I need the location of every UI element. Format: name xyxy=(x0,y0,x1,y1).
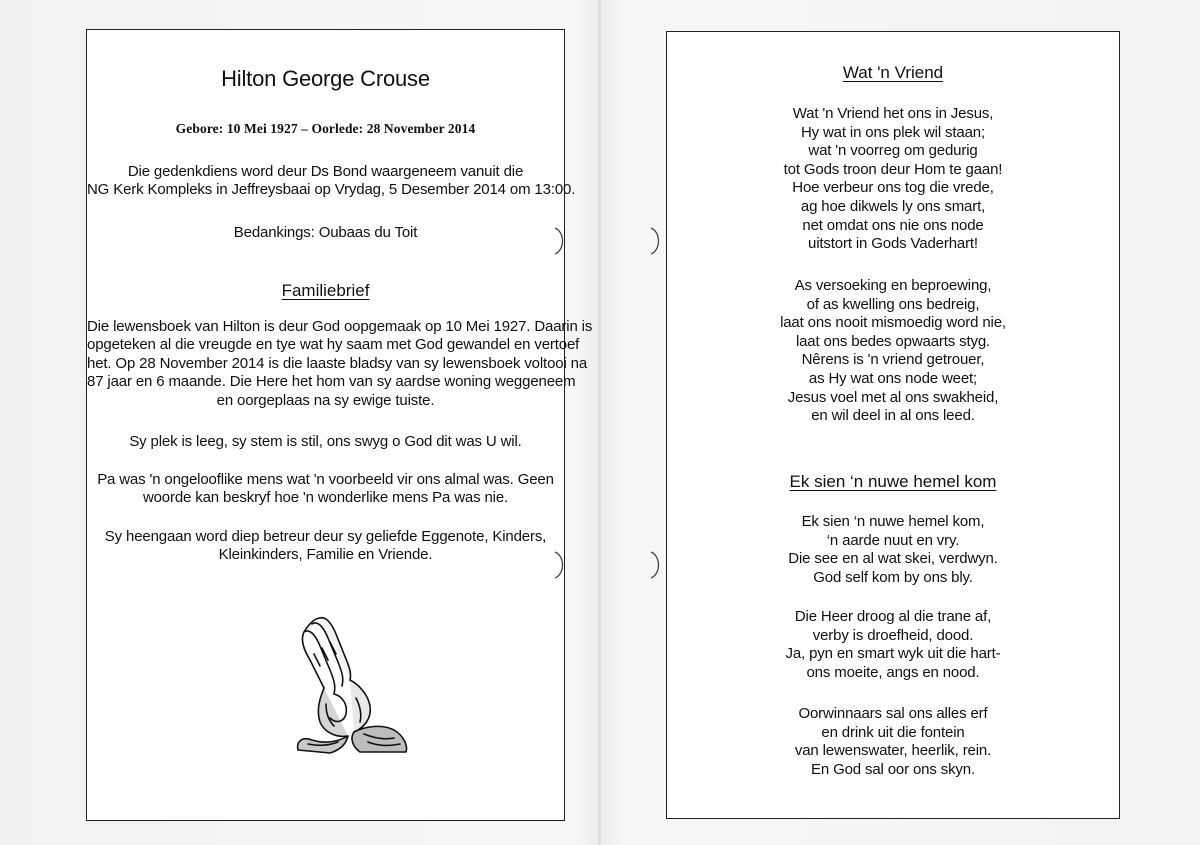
poem-verse xyxy=(667,705,1119,779)
verse-line: Die see en al wat skei, verdwyn. xyxy=(788,550,998,568)
verse-line: verby is droefheid, dood. xyxy=(812,626,974,644)
acknowledgements: Bedankings: Oubaas du Toit xyxy=(233,224,418,241)
verse-line: God self kom by ons bly. xyxy=(813,568,973,586)
service-details xyxy=(87,163,576,200)
paragraph-line: en oorgeplaas na sy ewige tuiste. xyxy=(216,391,435,409)
poem-verse xyxy=(667,105,1119,254)
right-page xyxy=(666,31,1120,819)
verse-line: uitstort in Gods Vaderhart! xyxy=(808,235,978,253)
paragraph-line: 87 jaar en 6 maande. Die Here het hom van sy aardse woning weggeneem xyxy=(87,373,576,391)
verse-line: of as kwelling ons bedreig, xyxy=(806,295,980,313)
verse-line: en drink uit die fontein xyxy=(821,723,965,741)
birth-death-dates: Gebore: 10 Mei 1927 – Oorlede: 28 November 2014 xyxy=(175,121,476,136)
paragraph-line: woorde kan beskryf hoe 'n wonderlike mens Pa was nie. xyxy=(142,489,509,507)
verse-line: Ek sien ‘n nuwe hemel kom, xyxy=(801,513,985,530)
poem-title: Ek sien ‘n nuwe hemel kom xyxy=(789,472,997,491)
verse-line: ‘n aarde nuut en vry. xyxy=(826,531,960,549)
deceased-name: Hilton George Crouse xyxy=(221,66,430,91)
binding-notch xyxy=(648,550,666,580)
praying-hands-icon xyxy=(290,614,412,754)
verse-line: Hoe verbeur ons tog die vrede, xyxy=(792,179,994,197)
poem-title: Wat 'n Vriend xyxy=(842,63,944,82)
verse-line: as Hy wat ons node weet; xyxy=(808,369,978,387)
verse-line: Ja, pyn en smart wyk uit die hart- xyxy=(785,645,1001,663)
verse-line: ons moeite, angs en nood. xyxy=(806,663,980,681)
verse-line: Hy wat in ons plek wil staan; xyxy=(800,123,986,141)
verse-line: laat ons nooit mismoedig word nie, xyxy=(780,314,1006,332)
family-letter-paragraph xyxy=(87,471,564,508)
verse-line: wat 'n voorreg om gedurig xyxy=(808,142,978,160)
verse-line: Wat 'n Vriend het ons in Jesus, xyxy=(792,105,994,122)
verse-line: Die Heer droog al die trane af, xyxy=(794,608,992,625)
family-letter-paragraph: Sy plek is leeg, sy stem is stil, ons swyg o God dit was U wil. xyxy=(129,433,522,450)
family-letter-paragraph xyxy=(87,318,593,410)
paragraph-line: Sy heengaan word diep betreur deur sy geliefde Eggenote, Kinders, xyxy=(104,528,547,545)
verse-line: As versoeking en beproewing, xyxy=(794,277,992,294)
binding-notch xyxy=(552,226,570,256)
verse-line: Jesus voel met al ons swakheid, xyxy=(787,388,999,406)
verse-line: tot Gods troon deur Hom te gaan! xyxy=(783,160,1003,178)
verse-line: En God sal oor ons skyn. xyxy=(811,760,975,778)
service-line: NG Kerk Kompleks in Jeffreysbaai op Vrydag, 5 Desember 2014 om 13:00. xyxy=(87,181,576,199)
left-page xyxy=(86,29,593,821)
verse-line: ag hoe dikwels ly ons smart, xyxy=(800,197,986,215)
center-fold xyxy=(598,0,601,845)
paragraph-line: Pa was 'n ongelooflike mens wat 'n voorbeeld vir ons almal was. Geen xyxy=(97,471,554,488)
family-letter-paragraph xyxy=(87,528,564,565)
binding-notch xyxy=(648,226,666,256)
verse-line: van lewenswater, heerlik, rein. xyxy=(794,742,992,760)
poem-verse xyxy=(667,277,1119,426)
paragraph-line: Kleinkinders, Familie en Vriende. xyxy=(218,546,433,564)
binding-notch xyxy=(552,550,570,580)
family-letter-heading: Familiebrief xyxy=(281,281,370,300)
verse-line: Nêrens is 'n vriend getrouer, xyxy=(801,351,985,369)
poem-verse xyxy=(667,608,1119,682)
paragraph-line: Die lewensboek van Hilton is deur God oopgemaak op 10 Mei 1927. Daarin is xyxy=(87,318,593,335)
verse-line: laat ons bedes opwaarts styg. xyxy=(795,332,991,350)
service-line: Die gedenkdiens word deur Ds Bond waargeneem vanuit die xyxy=(127,163,524,180)
verse-line: net omdat ons nie ons node xyxy=(802,216,984,234)
verse-line: Oorwinnaars sal ons alles erf xyxy=(798,705,988,722)
poem-verse xyxy=(667,513,1119,587)
verse-line: en wil deel in al ons leed. xyxy=(811,407,975,425)
paragraph-line: opgeteken al die vreugde en tye wat hy saam met God gewandel en vertoef xyxy=(87,336,580,354)
paragraph-line: het. Op 28 November 2014 is die laaste bladsy van sy lewensboek voltooi na xyxy=(87,354,588,372)
